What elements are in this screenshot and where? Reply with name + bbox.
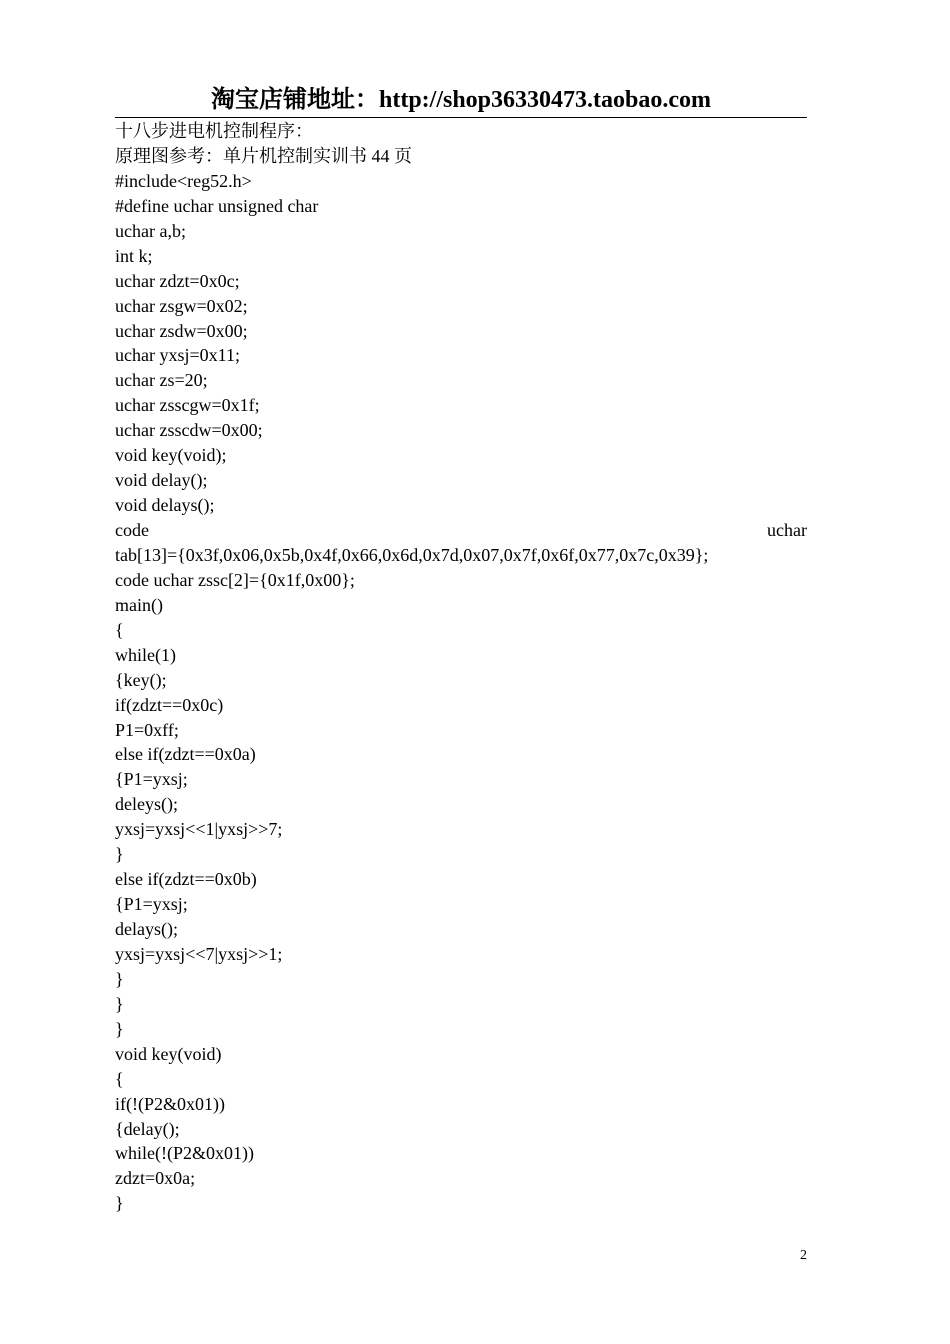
code-line: yxsj=yxsj<<1|yxsj>>7; [115, 819, 283, 840]
code-line: uchar zsscdw=0x00; [115, 420, 263, 441]
code-line: } [115, 1193, 124, 1214]
code-line: code uchar zssc[2]={0x1f,0x00}; [115, 569, 355, 590]
code-line: delays(); [115, 919, 178, 939]
code-line: } [115, 1018, 124, 1039]
code-line-part: code [115, 520, 149, 540]
code-line: {delay(); [115, 1118, 180, 1139]
code-line-part: uchar [767, 520, 807, 540]
code-line [115, 518, 807, 543]
code-line: else if(zdzt==0x0b) [115, 869, 257, 890]
code-line: 十八步进电机控制程序： [115, 121, 313, 141]
code-listing [115, 119, 807, 1216]
code-line: {P1=yxsj; [115, 894, 188, 915]
code-line: P1=0xff; [115, 719, 179, 740]
code-line: void key(void) [115, 1043, 222, 1064]
code-line: uchar zsdw=0x00; [115, 320, 248, 341]
code-line: void delays(); [115, 495, 215, 516]
code-line: } [115, 844, 124, 865]
code-line: void delay(); [115, 470, 208, 491]
page-number: 2 [800, 1248, 807, 1263]
code-line: uchar zsscgw=0x1f; [115, 395, 260, 416]
code-line: #define uchar unsigned char [115, 195, 319, 216]
code-line: uchar yxsj=0x11; [115, 345, 240, 366]
code-line: uchar a,b; [115, 220, 186, 241]
code-line: if(!(P2&0x01)) [115, 1093, 225, 1114]
code-line: if(zdzt==0x0c) [115, 694, 224, 715]
code-line: int k; [115, 245, 153, 266]
code-line: { [115, 1068, 124, 1089]
code-line: yxsj=yxsj<<7|yxsj>>1; [115, 943, 283, 964]
code-line: uchar zs=20; [115, 370, 208, 391]
code-line: uchar zsgw=0x02; [115, 295, 248, 316]
code-line: 原理图参考：单片机控制实训书 44 页 [115, 145, 412, 166]
code-line: {key(); [115, 669, 167, 690]
code-line: {P1=yxsj; [115, 769, 188, 790]
code-line: #include<reg52.h> [115, 170, 252, 191]
code-line: zdzt=0x0a; [115, 1168, 196, 1189]
code-line: else if(zdzt==0x0a) [115, 744, 256, 765]
code-line: deleys(); [115, 794, 178, 815]
code-line: while(!(P2&0x01)) [115, 1143, 254, 1164]
code-line: { [115, 619, 124, 640]
code-line: while(1) [115, 644, 176, 665]
code-line: uchar zdzt=0x0c; [115, 270, 240, 291]
code-line: } [115, 968, 124, 989]
code-line: void key(void); [115, 445, 227, 466]
page-header-shop-url: 淘宝店铺地址：http://shop36330473.taobao.com [115, 84, 807, 118]
code-line: tab[13]={0x3f,0x06,0x5b,0x4f,0x66,0x6d,0x7d,0x07,0x7f,0x6f,0x77,0x7c,0x39}; [115, 544, 709, 565]
code-line: main() [115, 594, 163, 615]
code-line: } [115, 993, 124, 1014]
